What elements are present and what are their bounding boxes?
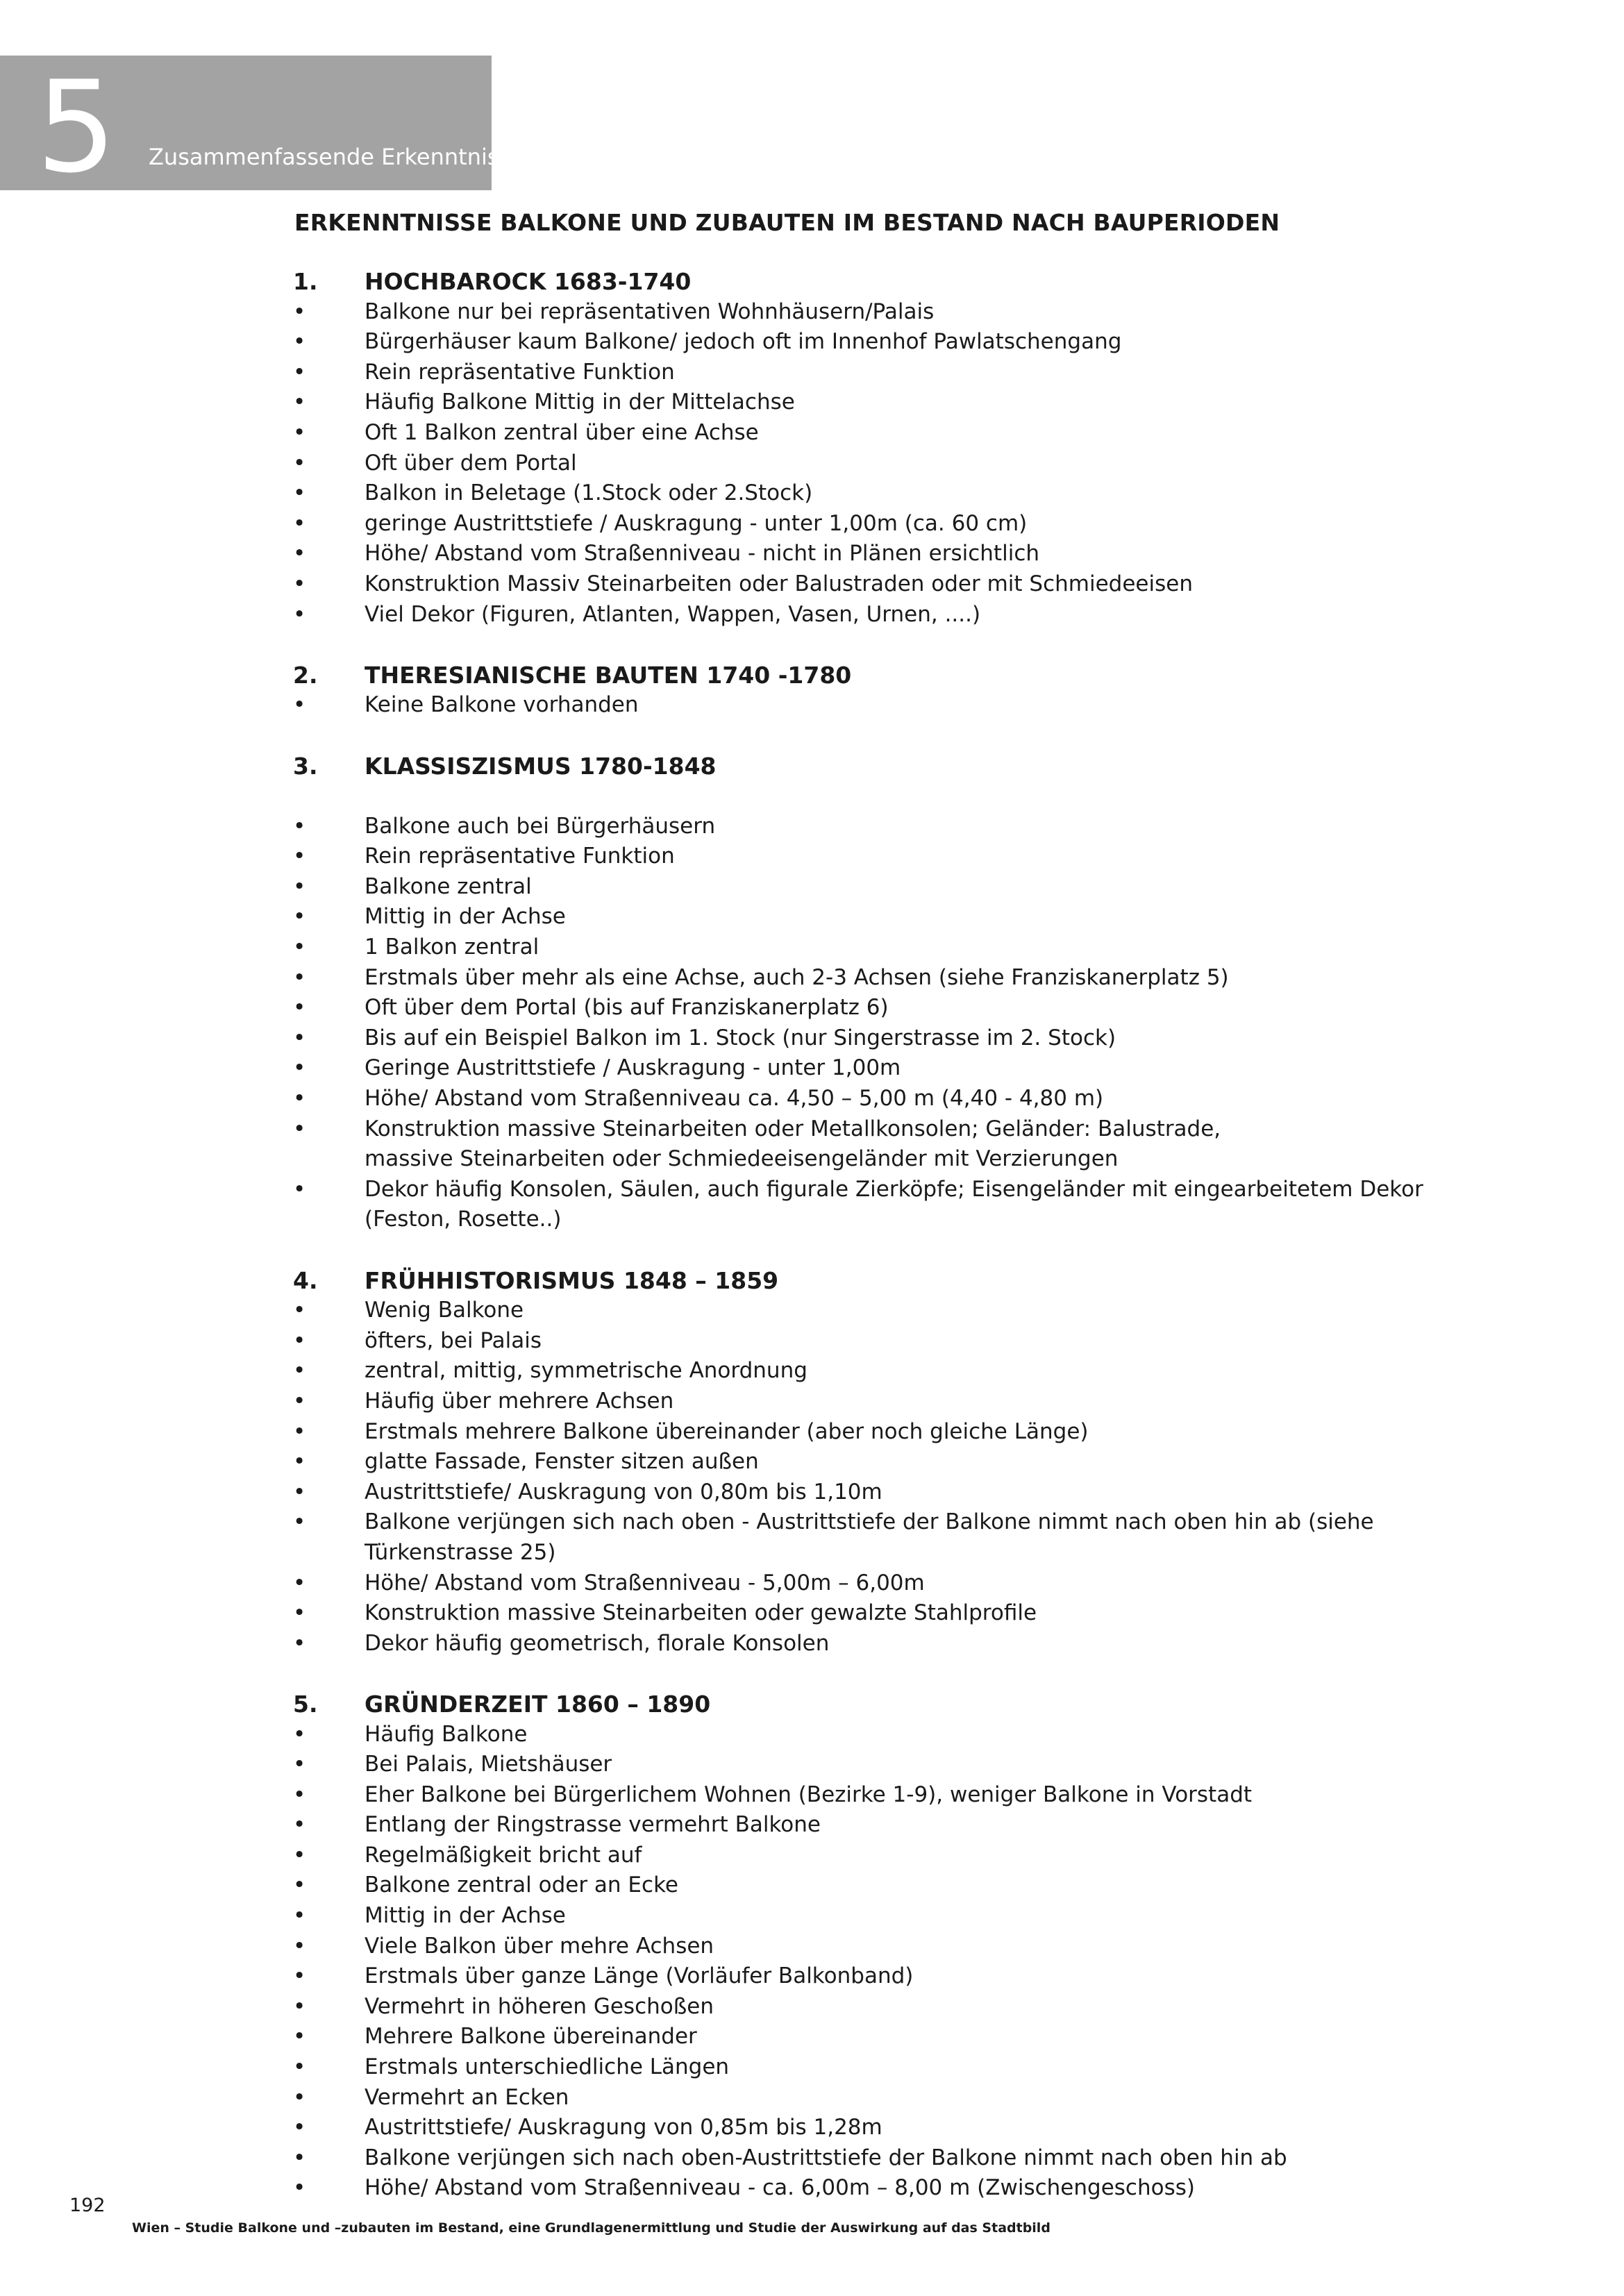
section-title: HOCHBAROCK 1683-1740 bbox=[365, 268, 692, 295]
list-item bbox=[293, 1810, 1515, 1841]
list-item-text: zentral, mittig, symmetrische Anordnung bbox=[365, 1358, 807, 1384]
list-item-text: Mittig in der Achse bbox=[365, 1903, 566, 1929]
section-heading bbox=[293, 751, 1515, 782]
list-item bbox=[293, 1568, 1515, 1599]
list-item-text: Bürgerhäuser kaum Balkone/ jedoch oft im Innenhof Pawlatschengang bbox=[365, 329, 1122, 355]
list-item bbox=[293, 1447, 1515, 1477]
list-item-text: Höhe/ Abstand vom Straßenniveau - nicht in Plänen ersichtlich bbox=[365, 541, 1040, 567]
bullet-icon: • bbox=[293, 1933, 306, 1959]
list-item bbox=[293, 1084, 1515, 1114]
list-item-text: Höhe/ Abstand vom Straßenniveau - ca. 6,00m – 8,00 m (Zwischengeschoss) bbox=[365, 2175, 1195, 2201]
list-item bbox=[293, 2143, 1515, 2174]
bullet-icon: • bbox=[293, 1418, 306, 1444]
list-item-text: Häufig über mehrere Achsen bbox=[365, 1388, 674, 1414]
list-item-text: Balkone zentral oder an Ecke bbox=[365, 1872, 678, 1898]
bullet-icon: • bbox=[293, 844, 306, 869]
list-item-text: glatte Fassade, Fenster sitzen außen bbox=[365, 1449, 759, 1475]
section-number: 5. bbox=[293, 1690, 318, 1718]
list-item bbox=[293, 963, 1515, 994]
list-item-text: Dekor häufig geometrisch, florale Konsolen bbox=[365, 1630, 830, 1656]
page-title: ERKENNTNISSE BALKONE UND ZUBAUTEN IM BESTAND NACH BAUPERIODEN bbox=[294, 209, 1280, 236]
list-item bbox=[293, 509, 1515, 539]
bullet-icon: • bbox=[293, 329, 306, 355]
section-heading bbox=[293, 267, 1515, 297]
list-item-text: Entlang der Ringstrasse vermehrt Balkone bbox=[365, 1812, 821, 1838]
list-item-text: massive Steinarbeiten oder Schmiedeeisengeländer mit Verzierungen bbox=[365, 1146, 1119, 1172]
list-item bbox=[293, 1629, 1515, 1659]
bullet-icon: • bbox=[293, 2084, 306, 2110]
list-item bbox=[293, 1326, 1515, 1357]
list-item-text: Mittig in der Achse bbox=[365, 904, 566, 930]
list-item-text: Konstruktion massive Steinarbeiten oder Metallkonsolen; Geländer: Balustrade, bbox=[365, 1116, 1221, 1141]
list-item bbox=[293, 569, 1515, 600]
section-title: GRÜNDERZEIT 1860 – 1890 bbox=[365, 1690, 711, 1718]
chapter-title: Zusammenfassende Erkenntnisse bbox=[149, 144, 524, 170]
list-item bbox=[293, 2022, 1515, 2052]
list-item-text: Höhe/ Abstand vom Straßenniveau - 5,00m – 6,00m bbox=[365, 1570, 925, 1595]
bullet-icon: • bbox=[293, 1479, 306, 1505]
list-item-text: Konstruktion Massiv Steinarbeiten oder Balustraden oder mit Schmiedeeisen bbox=[365, 571, 1193, 596]
section-title: KLASSISZISMUS 1780-1848 bbox=[365, 752, 717, 780]
list-item-text: Balkone zentral bbox=[365, 873, 532, 899]
bullet-icon: • bbox=[293, 1509, 306, 1535]
section-spacer bbox=[293, 630, 1515, 660]
list-item bbox=[293, 297, 1515, 328]
list-item-text: Balkone auch bei Bürgerhäusern bbox=[365, 813, 716, 839]
bullet-icon: • bbox=[293, 813, 306, 839]
bullet-icon: • bbox=[293, 2175, 306, 2201]
sections-content bbox=[293, 267, 1515, 2204]
bullet-icon: • bbox=[293, 601, 306, 627]
list-item bbox=[293, 841, 1515, 872]
list-item-text: Vermehrt an Ecken bbox=[365, 2084, 569, 2110]
list-item-text: 1 Balkon zentral bbox=[365, 935, 539, 960]
list-item-text: Erstmals mehrere Balkone übereinander (aber noch gleiche Länge) bbox=[365, 1418, 1089, 1444]
list-item bbox=[293, 1992, 1515, 2022]
list-item-text: Keine Balkone vorhanden bbox=[365, 692, 639, 718]
list-item-text: Dekor häufig Konsolen, Säulen, auch figurale Zierköpfe; Eisengeländer mit eingearbeitetem Dekor bbox=[365, 1176, 1423, 1202]
bullet-icon: • bbox=[293, 510, 306, 536]
list-item-text: Häufig Balkone Mittig in der Mittelachse bbox=[365, 389, 795, 415]
list-item-text: Konstruktion massive Steinarbeiten oder gewalzte Stahlprofile bbox=[365, 1600, 1037, 1626]
list-item bbox=[293, 1901, 1515, 1932]
list-item bbox=[293, 2113, 1515, 2143]
list-item-text: Austrittstiefe/ Auskragung von 0,85m bis 1,28m bbox=[365, 2115, 882, 2140]
list-item bbox=[293, 872, 1515, 903]
bullet-icon: • bbox=[293, 1600, 306, 1626]
list-item-text: Vermehrt in höheren Geschoßen bbox=[365, 1993, 714, 2019]
bullet-icon: • bbox=[293, 1358, 306, 1384]
bullet-icon: • bbox=[293, 1055, 306, 1081]
list-item-text: Erstmals über ganze Länge (Vorläufer Balkonband) bbox=[365, 1963, 914, 1989]
section-spacer bbox=[293, 1235, 1515, 1266]
bullet-icon bbox=[293, 1144, 365, 1175]
list-item bbox=[293, 600, 1515, 630]
bullet-icon: • bbox=[293, 359, 306, 385]
footer-note: Wien – Studie Balkone und –zubauten im Bestand, eine Grundlagenermittlung und Studie der Auswirkung auf das Stadtbild bbox=[132, 2220, 1050, 2236]
list-item bbox=[293, 1932, 1515, 1962]
list-item-text: Viele Balkon über mehre Achsen bbox=[365, 1933, 714, 1959]
list-item-text: Rein repräsentative Funktion bbox=[365, 844, 675, 869]
bullet-icon: • bbox=[293, 1298, 306, 1323]
bullet-icon: • bbox=[293, 419, 306, 445]
bullet-icon: • bbox=[293, 1116, 306, 1141]
list-item bbox=[293, 1296, 1515, 1326]
list-item-text: Eher Balkone bei Bürgerlichem Wohnen (Bezirke 1-9), weniger Balkone in Vorstadt bbox=[365, 1782, 1253, 1807]
list-item bbox=[293, 1144, 1515, 1175]
bullet-icon: • bbox=[293, 1176, 306, 1202]
bullet-icon: • bbox=[293, 2024, 306, 2050]
list-item-text: Oft 1 Balkon zentral über eine Achse bbox=[365, 419, 759, 445]
bullet-icon: • bbox=[293, 1903, 306, 1929]
bullet-icon: • bbox=[293, 995, 306, 1021]
list-item-text: geringe Austrittstiefe / Auskragung - unter 1,00m (ca. 60 cm) bbox=[365, 510, 1028, 536]
list-item bbox=[293, 812, 1515, 842]
list-item-text: Balkone verjüngen sich nach oben - Austrittstiefe der Balkone nimmt nach oben hin ab (siehe Türkenstrasse 25) bbox=[365, 1509, 1374, 1565]
list-item-text: Oft über dem Portal (bis auf Franziskanerplatz 6) bbox=[365, 995, 889, 1021]
list-item-text: Erstmals über mehr als eine Achse, auch 2-3 Achsen (siehe Franziskanerplatz 5) bbox=[365, 964, 1229, 990]
section-heading bbox=[293, 1266, 1515, 1296]
section-spacer bbox=[293, 721, 1515, 751]
section-number: 4. bbox=[293, 1266, 318, 1294]
bullet-icon: • bbox=[293, 2145, 306, 2170]
list-item bbox=[293, 1870, 1515, 1901]
bullet-icon: • bbox=[293, 389, 306, 415]
list-item bbox=[293, 1386, 1515, 1417]
list-item bbox=[293, 1780, 1515, 1811]
list-item bbox=[293, 1175, 1515, 1205]
list-item bbox=[293, 358, 1515, 388]
bullet-icon: • bbox=[293, 1025, 306, 1050]
list-item-text: Häufig Balkone bbox=[365, 1721, 528, 1747]
bullet-icon: • bbox=[293, 1086, 306, 1112]
list-item-text: öfters, bei Palais bbox=[365, 1327, 542, 1353]
list-item bbox=[293, 449, 1515, 479]
list-item-text: Regelmäßigkeit bricht auf bbox=[365, 1842, 642, 1868]
bullet-icon: • bbox=[293, 299, 306, 324]
list-item bbox=[293, 478, 1515, 509]
bullet-icon: • bbox=[293, 571, 306, 596]
bullet-icon: • bbox=[293, 450, 306, 476]
list-item bbox=[293, 1720, 1515, 1750]
list-item bbox=[293, 993, 1515, 1023]
bullet-icon: • bbox=[293, 1752, 306, 1777]
bullet-icon: • bbox=[293, 1630, 306, 1656]
bullet-icon: • bbox=[293, 904, 306, 930]
list-item-text: Rein repräsentative Funktion bbox=[365, 359, 675, 385]
bullet-icon: • bbox=[293, 2115, 306, 2140]
list-item-text: Viel Dekor (Figuren, Atlanten, Wappen, Vasen, Urnen, ....) bbox=[365, 601, 981, 627]
bullet-icon: • bbox=[293, 2054, 306, 2080]
list-item-text: Balkone nur bei repräsentativen Wohnhäusern/Palais bbox=[365, 299, 935, 324]
list-item bbox=[293, 1356, 1515, 1386]
list-item bbox=[293, 2052, 1515, 2083]
bullet-icon: • bbox=[293, 1388, 306, 1414]
bullet-icon: • bbox=[293, 964, 306, 990]
list-item bbox=[293, 1750, 1515, 1780]
bullet-icon: • bbox=[293, 873, 306, 899]
list-item bbox=[293, 1023, 1515, 1054]
list-item-text: Höhe/ Abstand vom Straßenniveau ca. 4,50 – 5,00 m (4,40 - 4,80 m) bbox=[365, 1086, 1104, 1112]
section-number: 3. bbox=[293, 752, 318, 780]
bullet-icon: • bbox=[293, 692, 306, 718]
list-item-text: Bis auf ein Beispiel Balkon im 1. Stock (nur Singerstrasse im 2. Stock) bbox=[365, 1025, 1116, 1050]
list-item bbox=[293, 1114, 1515, 1145]
list-item bbox=[293, 539, 1515, 569]
bullet-icon: • bbox=[293, 1570, 306, 1595]
bullet-icon: • bbox=[293, 1812, 306, 1838]
bullet-icon: • bbox=[293, 1872, 306, 1898]
list-item bbox=[293, 327, 1515, 358]
bullet-icon: • bbox=[293, 480, 306, 506]
list-item-text: (Feston, Rosette..) bbox=[365, 1207, 562, 1232]
bullet-icon: • bbox=[293, 1449, 306, 1475]
bullet-icon bbox=[293, 1205, 365, 1235]
section-number: 1. bbox=[293, 268, 318, 295]
bullet-icon: • bbox=[293, 1842, 306, 1868]
bullet-icon: • bbox=[293, 935, 306, 960]
bullet-icon: • bbox=[293, 1993, 306, 2019]
bullet-icon: • bbox=[293, 1721, 306, 1747]
list-item-text: Austrittstiefe/ Auskragung von 0,80m bis 1,10m bbox=[365, 1479, 882, 1505]
list-item bbox=[293, 1477, 1515, 1508]
section-number: 2. bbox=[293, 661, 318, 689]
list-item-text: Wenig Balkone bbox=[365, 1298, 524, 1323]
section-heading bbox=[293, 1689, 1515, 1720]
section-spacer bbox=[293, 781, 1515, 812]
list-item bbox=[293, 1417, 1515, 1448]
list-item bbox=[293, 387, 1515, 418]
list-item bbox=[293, 902, 1515, 932]
list-item-text: Erstmals unterschiedliche Längen bbox=[365, 2054, 730, 2080]
list-item bbox=[293, 932, 1515, 963]
list-item-text: Balkone verjüngen sich nach oben-Austrittstiefe der Balkone nimmt nach oben hin ab bbox=[365, 2145, 1287, 2170]
list-item bbox=[293, 1961, 1515, 1992]
list-item bbox=[293, 1053, 1515, 1084]
list-item bbox=[293, 690, 1515, 721]
list-item-text: Geringe Austrittstiefe / Auskragung - unter 1,00m bbox=[365, 1055, 901, 1081]
list-item-text: Bei Palais, Mietshäuser bbox=[365, 1752, 612, 1777]
section-title: THERESIANISCHE BAUTEN 1740 -1780 bbox=[365, 661, 852, 689]
page-number: 192 bbox=[69, 2195, 106, 2216]
bullet-icon: • bbox=[293, 1782, 306, 1807]
bullet-icon: • bbox=[293, 1963, 306, 1989]
section-spacer bbox=[293, 1659, 1515, 1689]
chapter-number: 5 bbox=[36, 53, 117, 201]
list-item bbox=[293, 1205, 1515, 1235]
list-item bbox=[293, 1507, 1515, 1568]
bullet-icon: • bbox=[293, 541, 306, 567]
section-heading bbox=[293, 660, 1515, 691]
list-item-text: Mehrere Balkone übereinander bbox=[365, 2024, 697, 2050]
list-item-text: Balkon in Beletage (1.Stock oder 2.Stock) bbox=[365, 480, 813, 506]
list-item bbox=[293, 418, 1515, 449]
list-item-text: Oft über dem Portal bbox=[365, 450, 577, 476]
list-item bbox=[293, 1841, 1515, 1871]
bullet-icon: • bbox=[293, 1327, 306, 1353]
list-item bbox=[293, 1598, 1515, 1629]
list-item bbox=[293, 2083, 1515, 2113]
list-item bbox=[293, 2173, 1515, 2204]
section-title: FRÜHHISTORISMUS 1848 – 1859 bbox=[365, 1266, 779, 1294]
